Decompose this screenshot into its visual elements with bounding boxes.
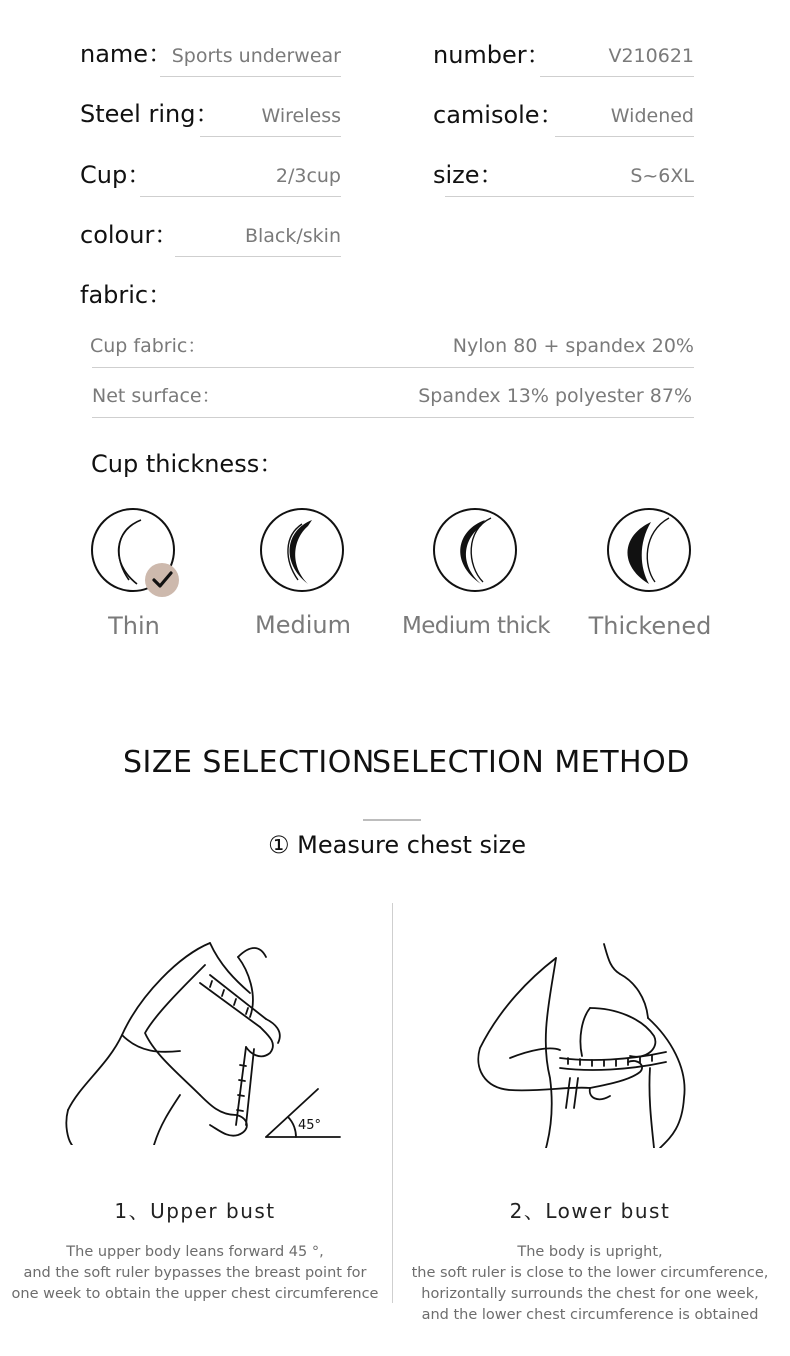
thickness-option-thickened[interactable] — [607, 508, 691, 592]
number-value: V210621 — [608, 45, 694, 67]
name-label: name： — [80, 40, 173, 68]
divider — [92, 417, 694, 418]
thickness-label-medium: Medium — [255, 611, 351, 639]
name-value: Sports underwear — [171, 45, 341, 67]
upper-bust-description — [5, 1242, 385, 1305]
divider — [445, 196, 694, 197]
upper-bust-illustration — [60, 935, 350, 1145]
column-divider — [392, 903, 393, 1303]
colour-label: colour： — [80, 221, 179, 249]
lower-bust-description — [400, 1242, 780, 1326]
lower-bust-illustration — [470, 938, 700, 1148]
description-line: horizontally surrounds the chest for one week, — [421, 1286, 759, 1302]
thickness-label-thin: Thin — [108, 612, 160, 640]
thickness-label-thickened: Thickened — [588, 612, 712, 640]
size-selection-title: SIZE SELECTION — [123, 745, 375, 780]
camisole-value: Widened — [610, 105, 694, 127]
divider — [92, 367, 694, 368]
title-underline — [363, 819, 421, 821]
selected-check-icon — [145, 563, 179, 597]
cup-label: Cup： — [80, 161, 152, 189]
colour-value: Black/skin — [244, 225, 341, 247]
measure-chest-heading: ① Measure chest size — [268, 831, 527, 859]
cup-value: 2/3cup — [275, 165, 341, 187]
medium-thick-cup-icon — [435, 510, 515, 590]
selection-method-title: SELECTION METHOD — [372, 745, 690, 780]
divider — [540, 76, 694, 77]
description-line: the soft ruler is close to the lower circumference, — [411, 1265, 769, 1281]
steel-ring-value: Wireless — [261, 105, 341, 127]
cup-fabric-label: Cup fabric： — [90, 335, 207, 357]
description-line: The body is upright, — [517, 1244, 663, 1260]
divider — [175, 256, 341, 257]
divider — [160, 76, 341, 77]
thickness-option-medium[interactable] — [260, 508, 344, 592]
number-label: number： — [433, 41, 551, 69]
camisole-label: camisole： — [433, 101, 564, 129]
lower-bust-title: 2、Lower bust — [509, 1199, 671, 1223]
divider — [200, 136, 341, 137]
fabric-label: fabric： — [80, 281, 173, 309]
thickened-cup-icon — [609, 510, 689, 590]
angle-label: 45° — [298, 1118, 322, 1133]
cup-thickness-title: Cup thickness： — [91, 450, 284, 478]
size-label: size： — [433, 161, 504, 189]
description-line: and the soft ruler bypasses the breast point for — [23, 1265, 367, 1281]
upper-bust-title: 1、Upper bust — [114, 1199, 276, 1223]
net-surface-value: Spandex 13% polyester 87% — [418, 385, 692, 407]
description-line: and the lower chest circumference is obtained — [421, 1307, 759, 1323]
description-line: one week to obtain the upper chest circumference — [11, 1286, 379, 1302]
thickness-label-medium-thick: Medium thick — [401, 613, 551, 639]
divider — [555, 136, 694, 137]
thickness-option-medium-thick[interactable] — [433, 508, 517, 592]
net-surface-label: Net surface： — [92, 385, 221, 407]
size-value: S~6XL — [630, 165, 694, 187]
divider — [140, 196, 341, 197]
steel-ring-label: Steel ring： — [80, 100, 220, 128]
description-line: The upper body leans forward 45 °, — [66, 1244, 324, 1260]
medium-cup-icon — [262, 510, 342, 590]
cup-fabric-value: Nylon 80 + spandex 20% — [452, 335, 694, 357]
